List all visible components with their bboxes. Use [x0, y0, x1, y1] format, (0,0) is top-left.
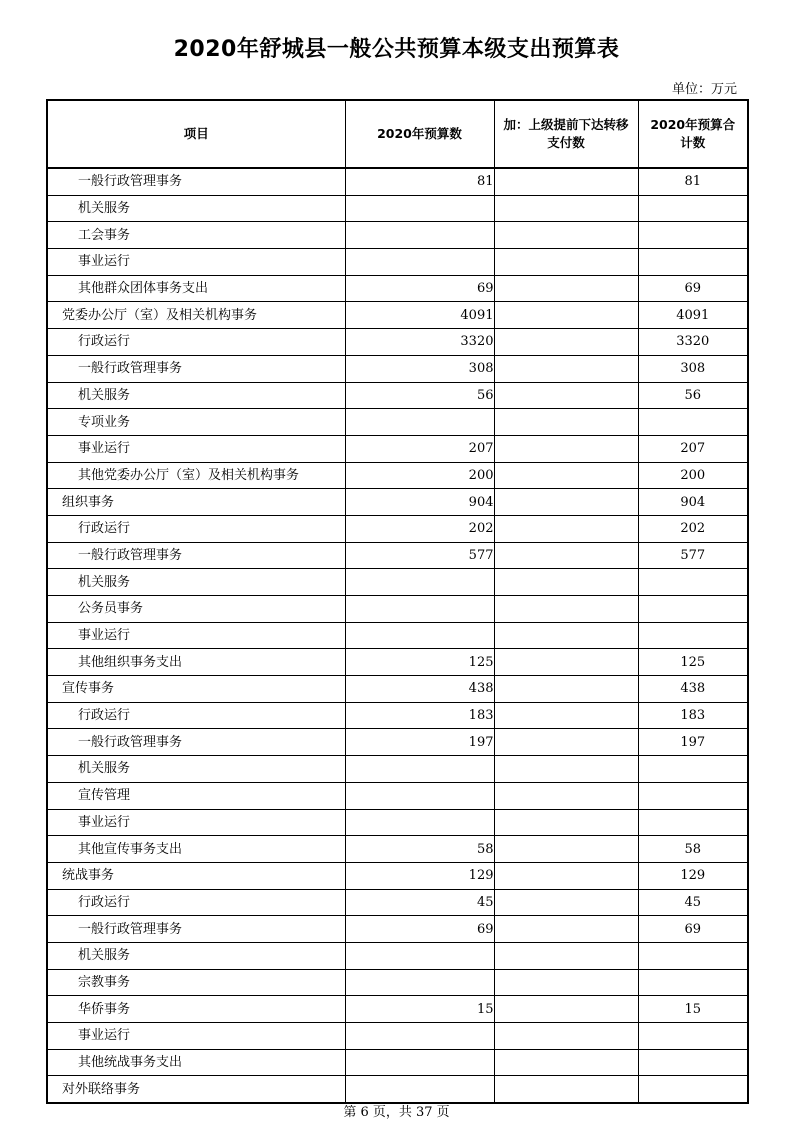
- row-budget-value: [345, 1076, 494, 1103]
- row-transfer-value: [494, 168, 638, 195]
- row-transfer-value: [494, 996, 638, 1023]
- table-row: [47, 569, 748, 596]
- row-transfer-value: [494, 329, 638, 356]
- column-header-total: 2020年预算合计数: [638, 100, 748, 168]
- row-item-name: 机关服务: [47, 756, 345, 783]
- row-transfer-value: [494, 889, 638, 916]
- row-budget-value: [345, 942, 494, 969]
- row-item-name: 其他统战事务支出: [47, 1049, 345, 1076]
- row-transfer-value: [494, 676, 638, 703]
- page-footer: 第 6 页，共 37 页: [343, 1105, 450, 1120]
- table-row: [47, 942, 748, 969]
- table-row: [47, 1049, 748, 1076]
- row-total-value: [638, 942, 748, 969]
- row-transfer-value: [494, 782, 638, 809]
- row-item-name: 行政运行: [47, 515, 345, 542]
- row-total-value: 69: [638, 275, 748, 302]
- row-item-name: 对外联络事务: [47, 1076, 345, 1103]
- row-item-name: 事业运行: [47, 809, 345, 836]
- row-item-name: 专项业务: [47, 409, 345, 436]
- row-transfer-value: [494, 569, 638, 596]
- row-total-value: 207: [638, 435, 748, 462]
- row-budget-value: [345, 1023, 494, 1050]
- row-transfer-value: [494, 596, 638, 623]
- row-transfer-value: [494, 836, 638, 863]
- table-row: [47, 729, 748, 756]
- row-budget-value: [345, 249, 494, 276]
- table-row: [47, 889, 748, 916]
- row-item-name: 其他宣传事务支出: [47, 836, 345, 863]
- row-transfer-value: [494, 1076, 638, 1103]
- row-budget-value: [345, 195, 494, 222]
- table-body: [47, 168, 748, 1103]
- row-item-name: 行政运行: [47, 702, 345, 729]
- table-row: [47, 275, 748, 302]
- row-budget-value: [345, 409, 494, 436]
- row-total-value: [638, 1076, 748, 1103]
- table-row: [47, 649, 748, 676]
- row-transfer-value: [494, 249, 638, 276]
- row-budget-value: [345, 596, 494, 623]
- row-item-name: 机关服务: [47, 195, 345, 222]
- row-item-name: 华侨事务: [47, 996, 345, 1023]
- row-budget-value: 129: [345, 862, 494, 889]
- row-budget-value: 69: [345, 916, 494, 943]
- row-item-name: 一般行政管理事务: [47, 729, 345, 756]
- row-transfer-value: [494, 409, 638, 436]
- row-item-name: 事业运行: [47, 1023, 345, 1050]
- row-item-name: 一般行政管理事务: [47, 168, 345, 195]
- row-total-value: 125: [638, 649, 748, 676]
- row-budget-value: [345, 1049, 494, 1076]
- table-row: [47, 222, 748, 249]
- row-budget-value: 45: [345, 889, 494, 916]
- row-item-name: 其他党委办公厅（室）及相关机构事务: [47, 462, 345, 489]
- row-item-name: 宣传事务: [47, 676, 345, 703]
- column-header-budget: 2020年预算数: [345, 100, 494, 168]
- table-row: [47, 702, 748, 729]
- table-row: [47, 249, 748, 276]
- row-transfer-value: [494, 969, 638, 996]
- unit-label: 单位：万元: [671, 82, 737, 97]
- row-total-value: [638, 222, 748, 249]
- row-total-value: [638, 969, 748, 996]
- page-title: 2020年舒城县一般公共预算本级支出预算表: [173, 37, 620, 62]
- table-row: [47, 355, 748, 382]
- row-budget-value: 125: [345, 649, 494, 676]
- row-transfer-value: [494, 382, 638, 409]
- row-budget-value: 4091: [345, 302, 494, 329]
- row-item-name: 宗教事务: [47, 969, 345, 996]
- table-row: [47, 489, 748, 516]
- row-budget-value: 15: [345, 996, 494, 1023]
- row-transfer-value: [494, 916, 638, 943]
- row-total-value: 81: [638, 168, 748, 195]
- row-total-value: 438: [638, 676, 748, 703]
- budget-table: [46, 99, 749, 1104]
- row-total-value: [638, 596, 748, 623]
- row-total-value: 15: [638, 996, 748, 1023]
- row-item-name: 行政运行: [47, 329, 345, 356]
- row-total-value: [638, 195, 748, 222]
- table-row: [47, 622, 748, 649]
- row-transfer-value: [494, 462, 638, 489]
- row-transfer-value: [494, 729, 638, 756]
- row-item-name: 事业运行: [47, 249, 345, 276]
- row-total-value: [638, 756, 748, 783]
- row-total-value: 202: [638, 515, 748, 542]
- row-total-value: [638, 1049, 748, 1076]
- row-item-name: 公务员事务: [47, 596, 345, 623]
- row-budget-value: 3320: [345, 329, 494, 356]
- table-row: [47, 1023, 748, 1050]
- row-budget-value: 200: [345, 462, 494, 489]
- row-total-value: 183: [638, 702, 748, 729]
- row-item-name: 机关服务: [47, 569, 345, 596]
- row-transfer-value: [494, 1049, 638, 1076]
- row-item-name: 党委办公厅（室）及相关机构事务: [47, 302, 345, 329]
- row-budget-value: 197: [345, 729, 494, 756]
- row-transfer-value: [494, 195, 638, 222]
- row-budget-value: [345, 622, 494, 649]
- table-row: [47, 756, 748, 783]
- row-total-value: 56: [638, 382, 748, 409]
- table-row: [47, 195, 748, 222]
- row-transfer-value: [494, 622, 638, 649]
- table-row: [47, 302, 748, 329]
- row-transfer-value: [494, 809, 638, 836]
- table-row: [47, 1076, 748, 1103]
- table-row: [47, 515, 748, 542]
- row-total-value: 577: [638, 542, 748, 569]
- row-total-value: [638, 249, 748, 276]
- row-transfer-value: [494, 302, 638, 329]
- table-row: [47, 809, 748, 836]
- row-total-value: 69: [638, 916, 748, 943]
- table-row: [47, 782, 748, 809]
- row-budget-value: 58: [345, 836, 494, 863]
- table-header-row: [47, 100, 748, 168]
- column-header-transfer: 加：上级提前下达转移支付数: [494, 100, 638, 168]
- table-row: [47, 542, 748, 569]
- row-budget-value: 69: [345, 275, 494, 302]
- row-transfer-value: [494, 1023, 638, 1050]
- table-row: [47, 996, 748, 1023]
- table-row: [47, 862, 748, 889]
- row-transfer-value: [494, 702, 638, 729]
- row-total-value: 904: [638, 489, 748, 516]
- row-budget-value: 183: [345, 702, 494, 729]
- row-item-name: 一般行政管理事务: [47, 542, 345, 569]
- row-budget-value: 577: [345, 542, 494, 569]
- row-budget-value: 207: [345, 435, 494, 462]
- row-item-name: 宣传管理: [47, 782, 345, 809]
- row-transfer-value: [494, 542, 638, 569]
- row-total-value: 3320: [638, 329, 748, 356]
- row-item-name: 其他组织事务支出: [47, 649, 345, 676]
- row-item-name: 机关服务: [47, 382, 345, 409]
- row-total-value: 4091: [638, 302, 748, 329]
- table-row: [47, 676, 748, 703]
- table-row: [47, 836, 748, 863]
- row-total-value: [638, 809, 748, 836]
- row-budget-value: 202: [345, 515, 494, 542]
- table-row: [47, 168, 748, 195]
- table-row: [47, 382, 748, 409]
- row-total-value: [638, 569, 748, 596]
- row-budget-value: [345, 222, 494, 249]
- row-total-value: [638, 409, 748, 436]
- row-budget-value: [345, 969, 494, 996]
- row-transfer-value: [494, 649, 638, 676]
- row-item-name: 一般行政管理事务: [47, 355, 345, 382]
- row-transfer-value: [494, 489, 638, 516]
- row-budget-value: [345, 756, 494, 783]
- row-budget-value: [345, 782, 494, 809]
- row-budget-value: 81: [345, 168, 494, 195]
- row-transfer-value: [494, 862, 638, 889]
- row-transfer-value: [494, 222, 638, 249]
- row-transfer-value: [494, 275, 638, 302]
- row-item-name: 机关服务: [47, 942, 345, 969]
- row-transfer-value: [494, 355, 638, 382]
- row-total-value: [638, 782, 748, 809]
- row-total-value: 197: [638, 729, 748, 756]
- row-item-name: 行政运行: [47, 889, 345, 916]
- row-item-name: 事业运行: [47, 435, 345, 462]
- row-budget-value: 438: [345, 676, 494, 703]
- table-row: [47, 329, 748, 356]
- column-header-item: 项目: [47, 100, 345, 168]
- row-total-value: [638, 622, 748, 649]
- table-row: [47, 435, 748, 462]
- row-budget-value: [345, 569, 494, 596]
- row-budget-value: 56: [345, 382, 494, 409]
- row-total-value: 200: [638, 462, 748, 489]
- row-transfer-value: [494, 515, 638, 542]
- row-budget-value: [345, 809, 494, 836]
- table-row: [47, 462, 748, 489]
- row-total-value: 129: [638, 862, 748, 889]
- table-row: [47, 409, 748, 436]
- row-total-value: [638, 1023, 748, 1050]
- row-budget-value: 308: [345, 355, 494, 382]
- row-transfer-value: [494, 756, 638, 783]
- row-transfer-value: [494, 435, 638, 462]
- row-total-value: 308: [638, 355, 748, 382]
- row-item-name: 工会事务: [47, 222, 345, 249]
- row-item-name: 一般行政管理事务: [47, 916, 345, 943]
- table-row: [47, 969, 748, 996]
- row-budget-value: 904: [345, 489, 494, 516]
- row-item-name: 其他群众团体事务支出: [47, 275, 345, 302]
- row-item-name: 组织事务: [47, 489, 345, 516]
- row-total-value: 58: [638, 836, 748, 863]
- row-transfer-value: [494, 942, 638, 969]
- row-total-value: 45: [638, 889, 748, 916]
- row-item-name: 统战事务: [47, 862, 345, 889]
- row-item-name: 事业运行: [47, 622, 345, 649]
- table-row: [47, 916, 748, 943]
- table-row: [47, 596, 748, 623]
